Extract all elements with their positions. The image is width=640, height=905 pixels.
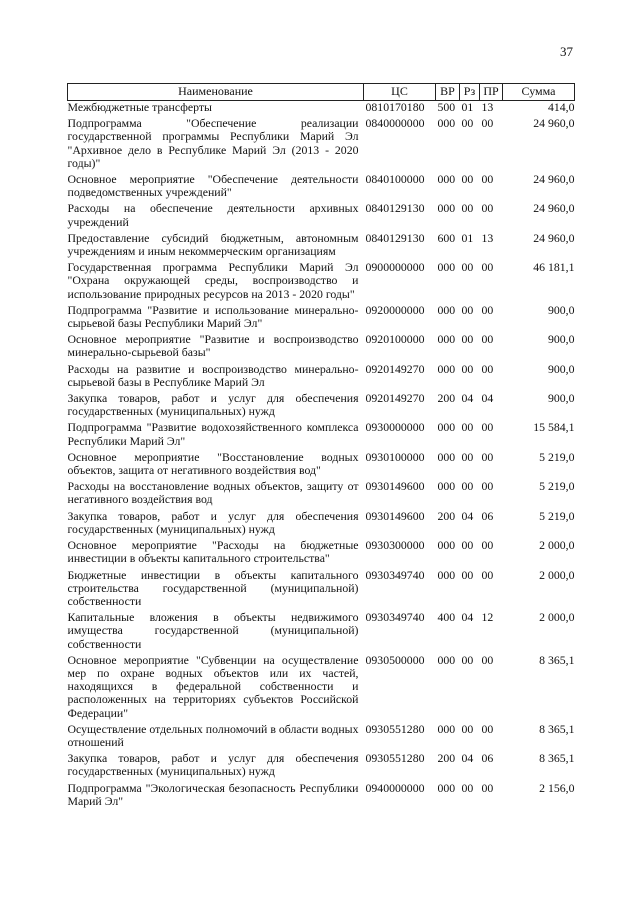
cell-pr: 00 <box>481 780 494 795</box>
cell-pr: 00 <box>481 449 494 464</box>
cell-pr: 00 <box>481 302 494 317</box>
cell-pr: 06 <box>481 751 494 766</box>
table-row <box>68 421 575 450</box>
cell-vr: 000 <box>437 361 456 376</box>
header-sum: Сумма <box>503 84 575 101</box>
header-pr: ПР <box>480 84 503 101</box>
cell-rz: 00 <box>461 420 474 435</box>
cell-pr: 00 <box>481 721 494 736</box>
cell-rz: 00 <box>461 260 474 275</box>
cell-vr: 200 <box>437 391 456 406</box>
cell-pr: 00 <box>481 201 494 216</box>
cell-rz: 00 <box>461 721 474 736</box>
cell-pr: 12 <box>481 610 494 625</box>
cell-pr: 13 <box>481 230 494 245</box>
cell-name: Подпрограмма "Экологическая безопасность Республики Марий Эл" <box>67 780 359 808</box>
cell-rz: 01 <box>461 100 474 114</box>
cell-pr: 06 <box>481 508 494 523</box>
table-row <box>68 304 575 333</box>
cell-sum: 2 000,0 <box>539 610 575 625</box>
cell-sum: 8 365,1 <box>539 652 575 667</box>
cell-sum: 24 960,0 <box>533 201 575 216</box>
cell-vr: 000 <box>437 567 456 582</box>
cell-vr: 200 <box>437 751 456 766</box>
cell-pr: 00 <box>481 172 494 187</box>
cell-rz: 04 <box>461 610 474 625</box>
table-row <box>68 723 575 752</box>
cell-pr: 00 <box>481 361 494 376</box>
cell-cs: 0930000000 <box>365 420 425 435</box>
cell-pr: 00 <box>481 538 494 553</box>
cell-pr: 13 <box>481 100 494 114</box>
cell-name: Основное мероприятие "Субвенции на осуществление мер по охране водных объектов или их частей, находящихся в федеральной собственности и расположенных на территориях субъектов Российской Федерации" <box>67 652 359 720</box>
cell-cs: 0840100000 <box>365 172 425 187</box>
header-cs: ЦС <box>364 84 436 101</box>
cell-sum: 5 219,0 <box>539 449 575 464</box>
cell-vr: 600 <box>437 230 456 245</box>
cell-cs: 0930551280 <box>365 751 425 766</box>
cell-rz: 00 <box>461 201 474 216</box>
cell-cs: 0920149270 <box>365 361 425 376</box>
cell-cs: 0930149600 <box>365 479 425 494</box>
cell-pr: 04 <box>481 391 494 406</box>
table-body <box>68 101 575 811</box>
cell-pr: 00 <box>481 479 494 494</box>
cell-sum: 2 000,0 <box>539 567 575 582</box>
cell-sum: 15 584,1 <box>533 420 575 435</box>
budget-table <box>67 83 575 811</box>
cell-sum: 24 960,0 <box>533 172 575 187</box>
cell-rz: 00 <box>461 361 474 376</box>
cell-name: Основное мероприятие "Обеспечение деятельности подведомственных учреждений" <box>67 172 359 200</box>
cell-pr: 00 <box>481 652 494 667</box>
cell-rz: 00 <box>461 116 474 131</box>
table-row <box>68 117 575 173</box>
cell-sum: 900,0 <box>547 361 575 376</box>
cell-vr: 000 <box>437 721 456 736</box>
cell-vr: 000 <box>437 420 456 435</box>
cell-rz: 00 <box>461 449 474 464</box>
cell-vr: 000 <box>437 538 456 553</box>
cell-cs: 0920149270 <box>365 391 425 406</box>
cell-sum: 2 156,0 <box>539 780 575 795</box>
cell-sum: 24 960,0 <box>533 230 575 245</box>
cell-sum: 900,0 <box>547 332 575 347</box>
cell-sum: 900,0 <box>547 302 575 317</box>
cell-rz: 04 <box>461 751 474 766</box>
cell-vr: 000 <box>437 172 456 187</box>
table-row <box>68 202 575 231</box>
cell-name: Подпрограмма "Развитие водохозяйственного комплекса Республики Марий Эл" <box>67 420 359 448</box>
cell-pr: 00 <box>481 116 494 131</box>
cell-vr: 000 <box>437 260 456 275</box>
cell-cs: 0840129130 <box>365 201 425 216</box>
cell-pr: 00 <box>481 420 494 435</box>
cell-name: Расходы на обеспечение деятельности архивных учреждений <box>67 201 359 229</box>
cell-sum: 900,0 <box>547 391 575 406</box>
cell-vr: 000 <box>437 449 456 464</box>
cell-sum: 414,0 <box>547 100 575 114</box>
cell-sum: 5 219,0 <box>539 508 575 523</box>
cell-name: Основное мероприятие "Расходы на бюджетные инвестиции в объекты капитального строительства" <box>67 538 359 566</box>
cell-name: Расходы на восстановление водных объектов, защиту от негативного воздействия вод <box>67 479 359 507</box>
cell-sum: 8 365,1 <box>539 751 575 766</box>
cell-rz: 04 <box>461 508 474 523</box>
cell-cs: 0840129130 <box>365 230 425 245</box>
cell-cs: 0930349740 <box>365 567 425 582</box>
cell-rz: 01 <box>461 230 474 245</box>
cell-name: Подпрограмма "Развитие и использование минерально-сырьевой базы Республики Марий Эл" <box>67 302 359 331</box>
cell-cs: 0920100000 <box>365 332 425 347</box>
cell-rz: 00 <box>461 172 474 187</box>
cell-pr: 00 <box>481 567 494 582</box>
cell-name: Подпрограмма "Обеспечение реализации государственной программы Республики Марий Эл "Архивное дело в Республике Марий Эл (2013 - 2020 годы)" <box>67 116 359 170</box>
cell-name: Бюджетные инвестиции в объекты капитального строительства государственной (муниципальной) собственности <box>67 567 359 608</box>
table-header <box>68 84 575 101</box>
table-row <box>68 363 575 392</box>
cell-rz: 00 <box>461 332 474 347</box>
cell-sum: 2 000,0 <box>539 538 575 553</box>
cell-rz: 04 <box>461 391 474 406</box>
cell-vr: 000 <box>437 332 456 347</box>
cell-vr: 000 <box>437 201 456 216</box>
cell-vr: 000 <box>437 479 456 494</box>
cell-vr: 000 <box>437 652 456 667</box>
cell-cs: 0810170180 <box>365 100 425 114</box>
table-row <box>68 569 575 612</box>
table-row <box>68 101 575 118</box>
cell-name: Осуществление отдельных полномочий в области водных отношений <box>67 721 359 749</box>
cell-sum: 8 365,1 <box>539 721 575 736</box>
cell-name: Закупка товаров, работ и услуг для обеспечения государственных (муниципальных) нужд <box>67 391 359 419</box>
table-row <box>68 173 575 202</box>
cell-sum: 46 181,1 <box>533 260 575 275</box>
cell-pr: 00 <box>481 332 494 347</box>
table-row <box>68 451 575 480</box>
cell-sum: 5 219,0 <box>539 479 575 494</box>
cell-cs: 0940000000 <box>365 780 425 795</box>
cell-vr: 200 <box>437 508 456 523</box>
cell-rz: 00 <box>461 302 474 317</box>
cell-cs: 0930349740 <box>365 610 425 625</box>
table-row <box>68 232 575 261</box>
header-vr: ВР <box>436 84 460 101</box>
cell-cs: 0930500000 <box>365 652 425 667</box>
cell-rz: 00 <box>461 538 474 553</box>
cell-name: Основное мероприятие "Развитие и воспроизводство минерально-сырьевой базы" <box>67 332 359 360</box>
cell-cs: 0920000000 <box>365 302 425 317</box>
table-row <box>68 654 575 723</box>
cell-rz: 00 <box>461 479 474 494</box>
cell-name: Капитальные вложения в объекты недвижимого имущества государственной (муниципальной) собственности <box>67 610 359 651</box>
cell-vr: 000 <box>437 780 456 795</box>
table-row <box>68 333 575 362</box>
cell-vr: 500 <box>437 100 456 114</box>
cell-cs: 0900000000 <box>365 260 425 275</box>
cell-name: Предоставление субсидий бюджетным, автономным учреждениям и иным некоммерческим организациям <box>67 230 359 259</box>
header-rz: Рз <box>460 84 480 101</box>
cell-name: Закупка товаров, работ и услуг для обеспечения государственных (муниципальных) нужд <box>67 508 359 536</box>
cell-cs: 0930100000 <box>365 449 425 464</box>
header-name: Наименование <box>68 84 364 101</box>
cell-vr: 000 <box>437 302 456 317</box>
cell-cs: 0930149600 <box>365 508 425 523</box>
cell-pr: 00 <box>481 260 494 275</box>
table-row <box>68 510 575 539</box>
table-row <box>68 752 575 781</box>
cell-rz: 00 <box>461 780 474 795</box>
cell-name: Основное мероприятие "Восстановление водных объектов, защита от негативного воздействия вод" <box>67 449 359 478</box>
table-row <box>68 539 575 568</box>
table-row <box>68 392 575 421</box>
cell-cs: 0930551280 <box>365 721 425 736</box>
cell-name: Межбюджетные трансферты <box>67 100 212 114</box>
page-number: 37 <box>560 44 573 59</box>
cell-name: Закупка товаров, работ и услуг для обеспечения государственных (муниципальных) нужд <box>67 751 359 779</box>
cell-name: Расходы на развитие и воспроизводство минерально-сырьевой базы в Республике Марий Эл <box>67 361 359 389</box>
table-row <box>68 611 575 654</box>
cell-name: Государственная программа Республики Марий Эл "Охрана окружающей среды, воспроизводство и использование природных ресурсов на 2013 - 2020 годы" <box>67 260 359 301</box>
cell-rz: 00 <box>461 652 474 667</box>
cell-vr: 000 <box>437 116 456 131</box>
table-row <box>68 261 575 304</box>
table-row <box>68 782 575 811</box>
cell-cs: 0840000000 <box>365 116 425 131</box>
table-row <box>68 480 575 509</box>
cell-sum: 24 960,0 <box>533 116 575 131</box>
cell-cs: 0930300000 <box>365 538 425 553</box>
cell-vr: 400 <box>437 610 456 625</box>
cell-rz: 00 <box>461 567 474 582</box>
